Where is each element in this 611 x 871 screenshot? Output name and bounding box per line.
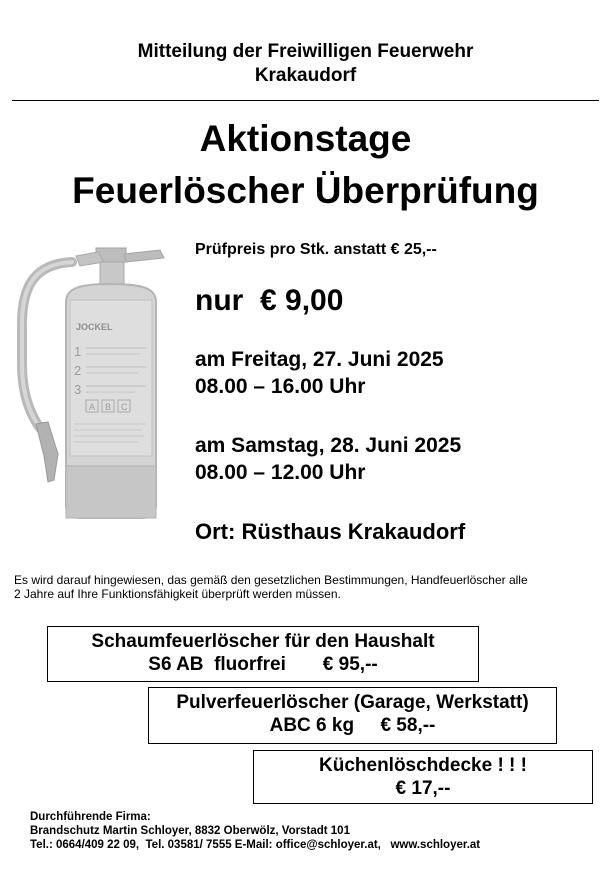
legal-note-line1: Es wird darauf hingewiesen, das gemäß den gesetzlichen Bestimmungen, Handfeuerlöscher alle <box>14 573 528 587</box>
brand-label: JOCKEL <box>76 322 113 332</box>
special-price: nur € 9,00 <box>195 284 344 317</box>
svg-text:2: 2 <box>74 363 82 378</box>
location-text: Ort: Rüsthaus Krakaudorf <box>195 519 466 544</box>
time-friday: 08.00 – 16.00 Uhr <box>195 375 366 398</box>
product-box-foam <box>47 626 479 682</box>
time-saturday: 08.00 – 12.00 Uhr <box>195 461 366 484</box>
footer-company: Brandschutz Martin Schloyer, 8832 Oberwölz, Vorstadt 101 <box>30 825 350 837</box>
regular-price-text: Prüfpreis pro Stk. anstatt € 25,-- <box>195 241 437 258</box>
svg-text:3: 3 <box>74 382 82 397</box>
product-foam-price: S6 AB fluorfrei € 95,-- <box>148 654 378 675</box>
header-divider <box>12 100 599 101</box>
footer-label: Durchführende Firma: <box>30 811 151 823</box>
product-foam-name: Schaumfeuerlöscher für den Haushalt <box>91 631 435 652</box>
date-saturday: am Samstag, 28. Juni 2025 <box>195 434 462 457</box>
fire-extinguisher-image <box>14 244 174 524</box>
date-friday: am Freitag, 27. Juni 2025 <box>195 348 444 371</box>
page-title: Aktionstage <box>199 118 412 159</box>
product-powder-name: Pulverfeuerlöscher (Garage, Werkstatt) <box>176 692 529 713</box>
svg-text:B: B <box>105 402 112 412</box>
product-blanket-name: Küchenlöschdecke ! ! ! <box>319 755 527 776</box>
footer <box>30 810 480 852</box>
svg-text:C: C <box>121 402 128 412</box>
svg-text:A: A <box>89 402 96 412</box>
legal-note <box>14 573 594 601</box>
footer-contact: Tel.: 0664/409 22 09, Tel. 03581/ 7555 E-Mail: office@schloyer.at, www.schloyer.at <box>30 839 481 851</box>
header-org-line: Mitteilung der Freiwilligen Feuerwehr <box>137 41 474 62</box>
page-subtitle: Feuerlöscher Überprüfung <box>72 170 539 211</box>
legal-note-line2: 2 Jahre auf Ihre Funktionsfähigkeit überprüft werden müssen. <box>14 587 341 601</box>
product-box-powder <box>148 687 557 744</box>
product-blanket-price: € 17,-- <box>395 778 451 799</box>
svg-text:1: 1 <box>74 344 82 359</box>
header-town-line: Krakaudorf <box>254 65 357 86</box>
product-powder-price: ABC 6 kg € 58,-- <box>269 715 436 736</box>
product-box-blanket <box>253 750 593 804</box>
